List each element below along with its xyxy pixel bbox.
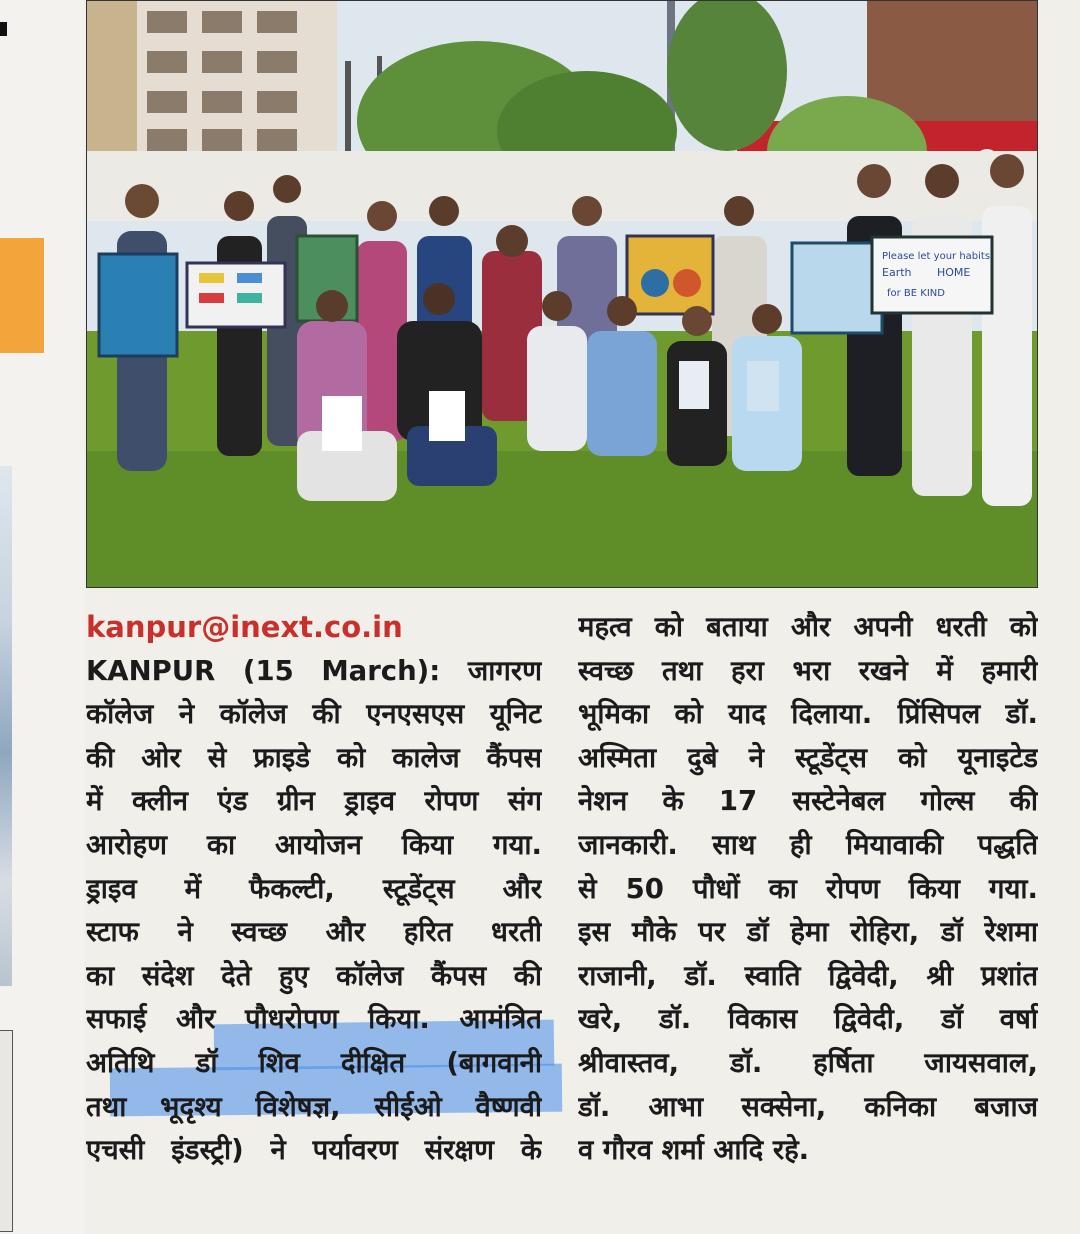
article-line: का संदेश देते हुए कॉलेज कैंपस की bbox=[86, 959, 542, 992]
placard-line-3: HOME bbox=[937, 266, 971, 279]
article-line: खरे, डॉ. विकास द्विवेदी, डॉ वर्षा bbox=[578, 1003, 1038, 1036]
placard-line-2: Earth bbox=[882, 266, 912, 279]
article-line: इस मौके पर डॉ हेमा रोहिरा, डॉ रेशमा bbox=[578, 916, 1038, 949]
article-line: की ओर से फ्राइडे को कालेज कैंपस bbox=[86, 741, 542, 774]
placard-line-4: for BE KIND bbox=[887, 288, 945, 299]
article-line: तथा भूदृश्य विशेषज्ञ, सीईओ वैष्णवी bbox=[86, 1090, 542, 1123]
orange-section-marker bbox=[0, 238, 44, 353]
article-line: से 50 पौधों का रोपण किया गया. bbox=[578, 872, 1038, 905]
group-photo bbox=[86, 0, 1038, 588]
article-line: डॉ. आभा सक्सेना, कनिका बजाज bbox=[578, 1090, 1038, 1123]
article-line: में क्लीन एंड ग्रीन ड्राइव रोपण संग bbox=[86, 785, 542, 818]
adjacent-photo-edge bbox=[0, 466, 12, 986]
article-line: कॉलेज ने कॉलेज की एनएसएस यूनिट bbox=[86, 698, 542, 731]
placard-line-1: Please let your habits bbox=[882, 251, 991, 262]
article-line: जानकारी. साथ ही मियावाकी पद्धति bbox=[578, 828, 1038, 861]
article-line: आरोहण का आयोजन किया गया. bbox=[86, 828, 542, 861]
adjacent-box-edge bbox=[0, 1030, 13, 1232]
article-line: सफाई और पौधरोपण किया. आमंत्रित bbox=[86, 1003, 542, 1036]
article-left-column bbox=[86, 606, 542, 1173]
article-line: स्वच्छ तथा हरा भरा रखने में हमारी bbox=[578, 654, 1038, 687]
article-line: KANPUR (15 March): जागरण bbox=[86, 654, 542, 687]
article-line: नेशन के 17 सस्टेनेबल गोल्स की bbox=[578, 785, 1038, 818]
article-right-column bbox=[578, 606, 1038, 1173]
article-line: राजानी, डॉ. स्वाति द्विवेदी, श्री प्रशांत bbox=[578, 959, 1038, 992]
byline-email[interactable]: kanpur@inext.co.in bbox=[86, 610, 403, 644]
article-line: भूमिका को याद दिलाया. प्रिंसिपल डॉ. bbox=[578, 698, 1038, 731]
article-line: अतिथि डॉ शिव दीक्षित (बागवानी bbox=[86, 1046, 542, 1079]
article-line: महत्व को बताया और अपनी धरती को bbox=[578, 611, 1038, 643]
margin-mark bbox=[0, 22, 7, 36]
article-line: श्रीवास्तव, डॉ. हर्षिता जायसवाल, bbox=[578, 1046, 1038, 1079]
article-line: ड्राइव में फैकल्टी, स्टूडेंट्स और bbox=[86, 872, 542, 905]
article-line: अस्मिता दुबे ने स्टूडेंट्स को यूनाइटेड bbox=[578, 741, 1038, 774]
article-line: स्टाफ ने स्वच्छ और हरित धरती bbox=[86, 916, 542, 949]
article-line: एचसी इंडस्ट्री) ने पर्यावरण संरक्षण के bbox=[86, 1134, 542, 1167]
article-line: व गौरव शर्मा आदि रहे. bbox=[578, 1134, 810, 1167]
